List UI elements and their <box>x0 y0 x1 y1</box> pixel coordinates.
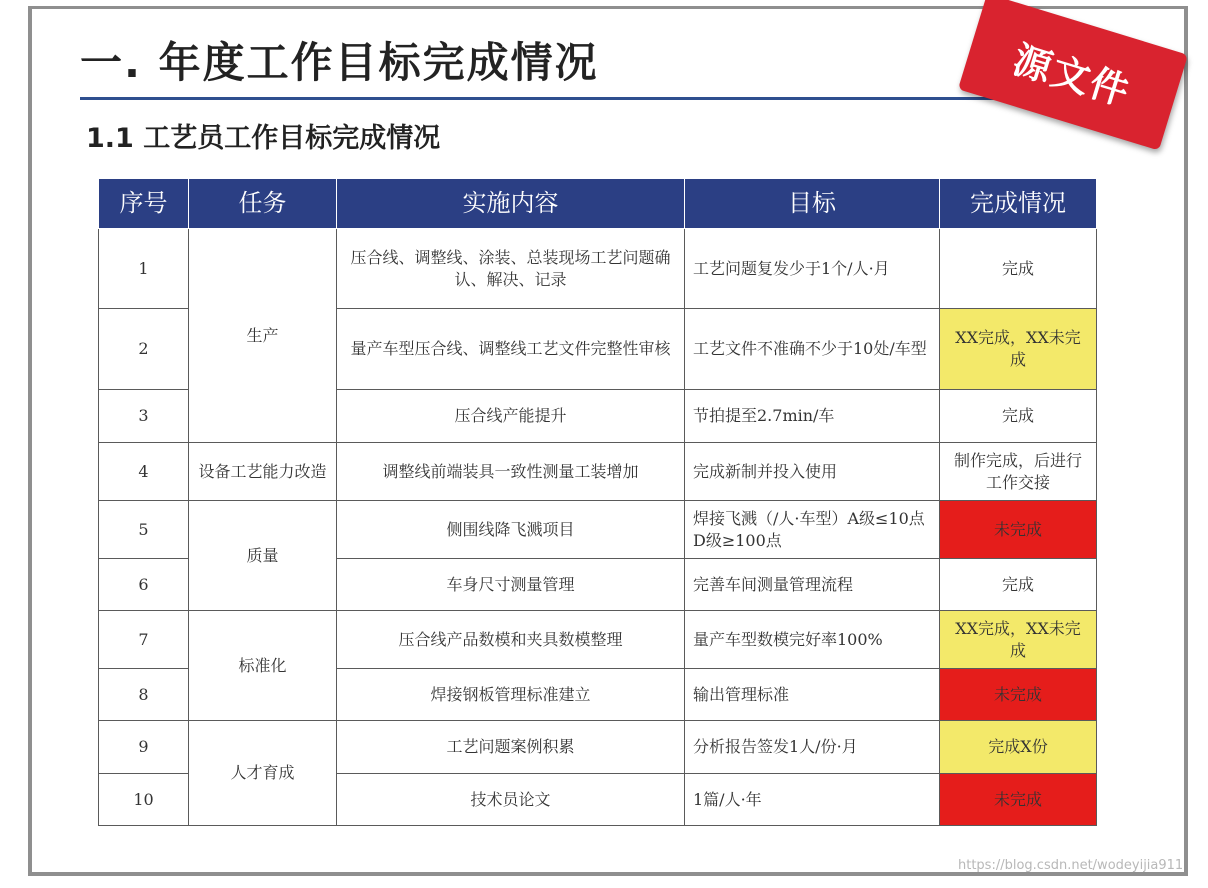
row-content: 工艺问题案例积累 <box>337 721 685 774</box>
row-status: 未完成 <box>940 501 1097 559</box>
task-category: 人才育成 <box>189 721 337 826</box>
table-row <box>99 611 1097 669</box>
row-content: 调整线前端装具一致性测量工装增加 <box>337 443 685 501</box>
row-status: 未完成 <box>940 669 1097 721</box>
task-category: 设备工艺能力改造 <box>189 443 337 501</box>
row-content: 侧围线降飞溅项目 <box>337 501 685 559</box>
stamp-label: 源文件 <box>1008 36 1136 114</box>
task-category: 生产 <box>189 229 337 443</box>
row-status: 制作完成，后进行工作交接 <box>940 443 1097 501</box>
table-header-row <box>99 179 1097 229</box>
row-target: 完成新制并投入使用 <box>685 443 940 501</box>
task-category: 质量 <box>189 501 337 611</box>
row-target: 输出管理标准 <box>685 669 940 721</box>
row-target: 节拍提至2.7min/车 <box>685 390 940 443</box>
row-status: 完成X份 <box>940 721 1097 774</box>
row-content: 技术员论文 <box>337 774 685 826</box>
row-index: 1 <box>99 229 189 309</box>
section-title: 1.1 工艺员工作目标完成情况 <box>86 123 441 154</box>
row-index: 8 <box>99 669 189 721</box>
header-index: 序号 <box>99 179 189 229</box>
row-target: 工艺文件不准确不少于10处/车型 <box>685 309 940 390</box>
row-content: 压合线产品数模和夹具数模整理 <box>337 611 685 669</box>
goals-table <box>98 178 1097 826</box>
row-index: 6 <box>99 559 189 611</box>
title-underline <box>80 97 1060 100</box>
row-status: 完成 <box>940 390 1097 443</box>
page-title: 一. 年度工作目标完成情况 <box>80 38 599 87</box>
row-status: XX完成，XX未完成 <box>940 611 1097 669</box>
row-index: 2 <box>99 309 189 390</box>
row-content: 量产车型压合线、调整线工艺文件完整性审核 <box>337 309 685 390</box>
task-category: 标准化 <box>189 611 337 721</box>
row-content: 焊接钢板管理标准建立 <box>337 669 685 721</box>
header-target: 目标 <box>685 179 940 229</box>
header-status: 完成情况 <box>940 179 1097 229</box>
row-status: 完成 <box>940 229 1097 309</box>
row-target: 量产车型数模完好率100% <box>685 611 940 669</box>
header-task: 任务 <box>189 179 337 229</box>
row-index: 3 <box>99 390 189 443</box>
row-index: 4 <box>99 443 189 501</box>
header-content: 实施内容 <box>337 179 685 229</box>
row-status: 未完成 <box>940 774 1097 826</box>
row-content: 压合线、调整线、涂装、总装现场工艺问题确认、解决、记录 <box>337 229 685 309</box>
row-index: 7 <box>99 611 189 669</box>
row-status: 完成 <box>940 559 1097 611</box>
table-row <box>99 443 1097 501</box>
table-row <box>99 501 1097 559</box>
table-row <box>99 721 1097 774</box>
row-target: 1篇/人·年 <box>685 774 940 826</box>
row-index: 5 <box>99 501 189 559</box>
row-target: 工艺问题复发少于1个/人·月 <box>685 229 940 309</box>
row-target: 完善车间测量管理流程 <box>685 559 940 611</box>
row-status: XX完成，XX未完成 <box>940 309 1097 390</box>
watermark-url: https://blog.csdn.net/wodeyijia911 <box>958 858 1184 873</box>
row-target: 焊接飞溅（/人·车型）A级≤10点 D级≥100点 <box>685 501 940 559</box>
table-row <box>99 229 1097 309</box>
row-content: 压合线产能提升 <box>337 390 685 443</box>
row-index: 9 <box>99 721 189 774</box>
row-content: 车身尺寸测量管理 <box>337 559 685 611</box>
row-target: 分析报告签发1人/份·月 <box>685 721 940 774</box>
row-index: 10 <box>99 774 189 826</box>
